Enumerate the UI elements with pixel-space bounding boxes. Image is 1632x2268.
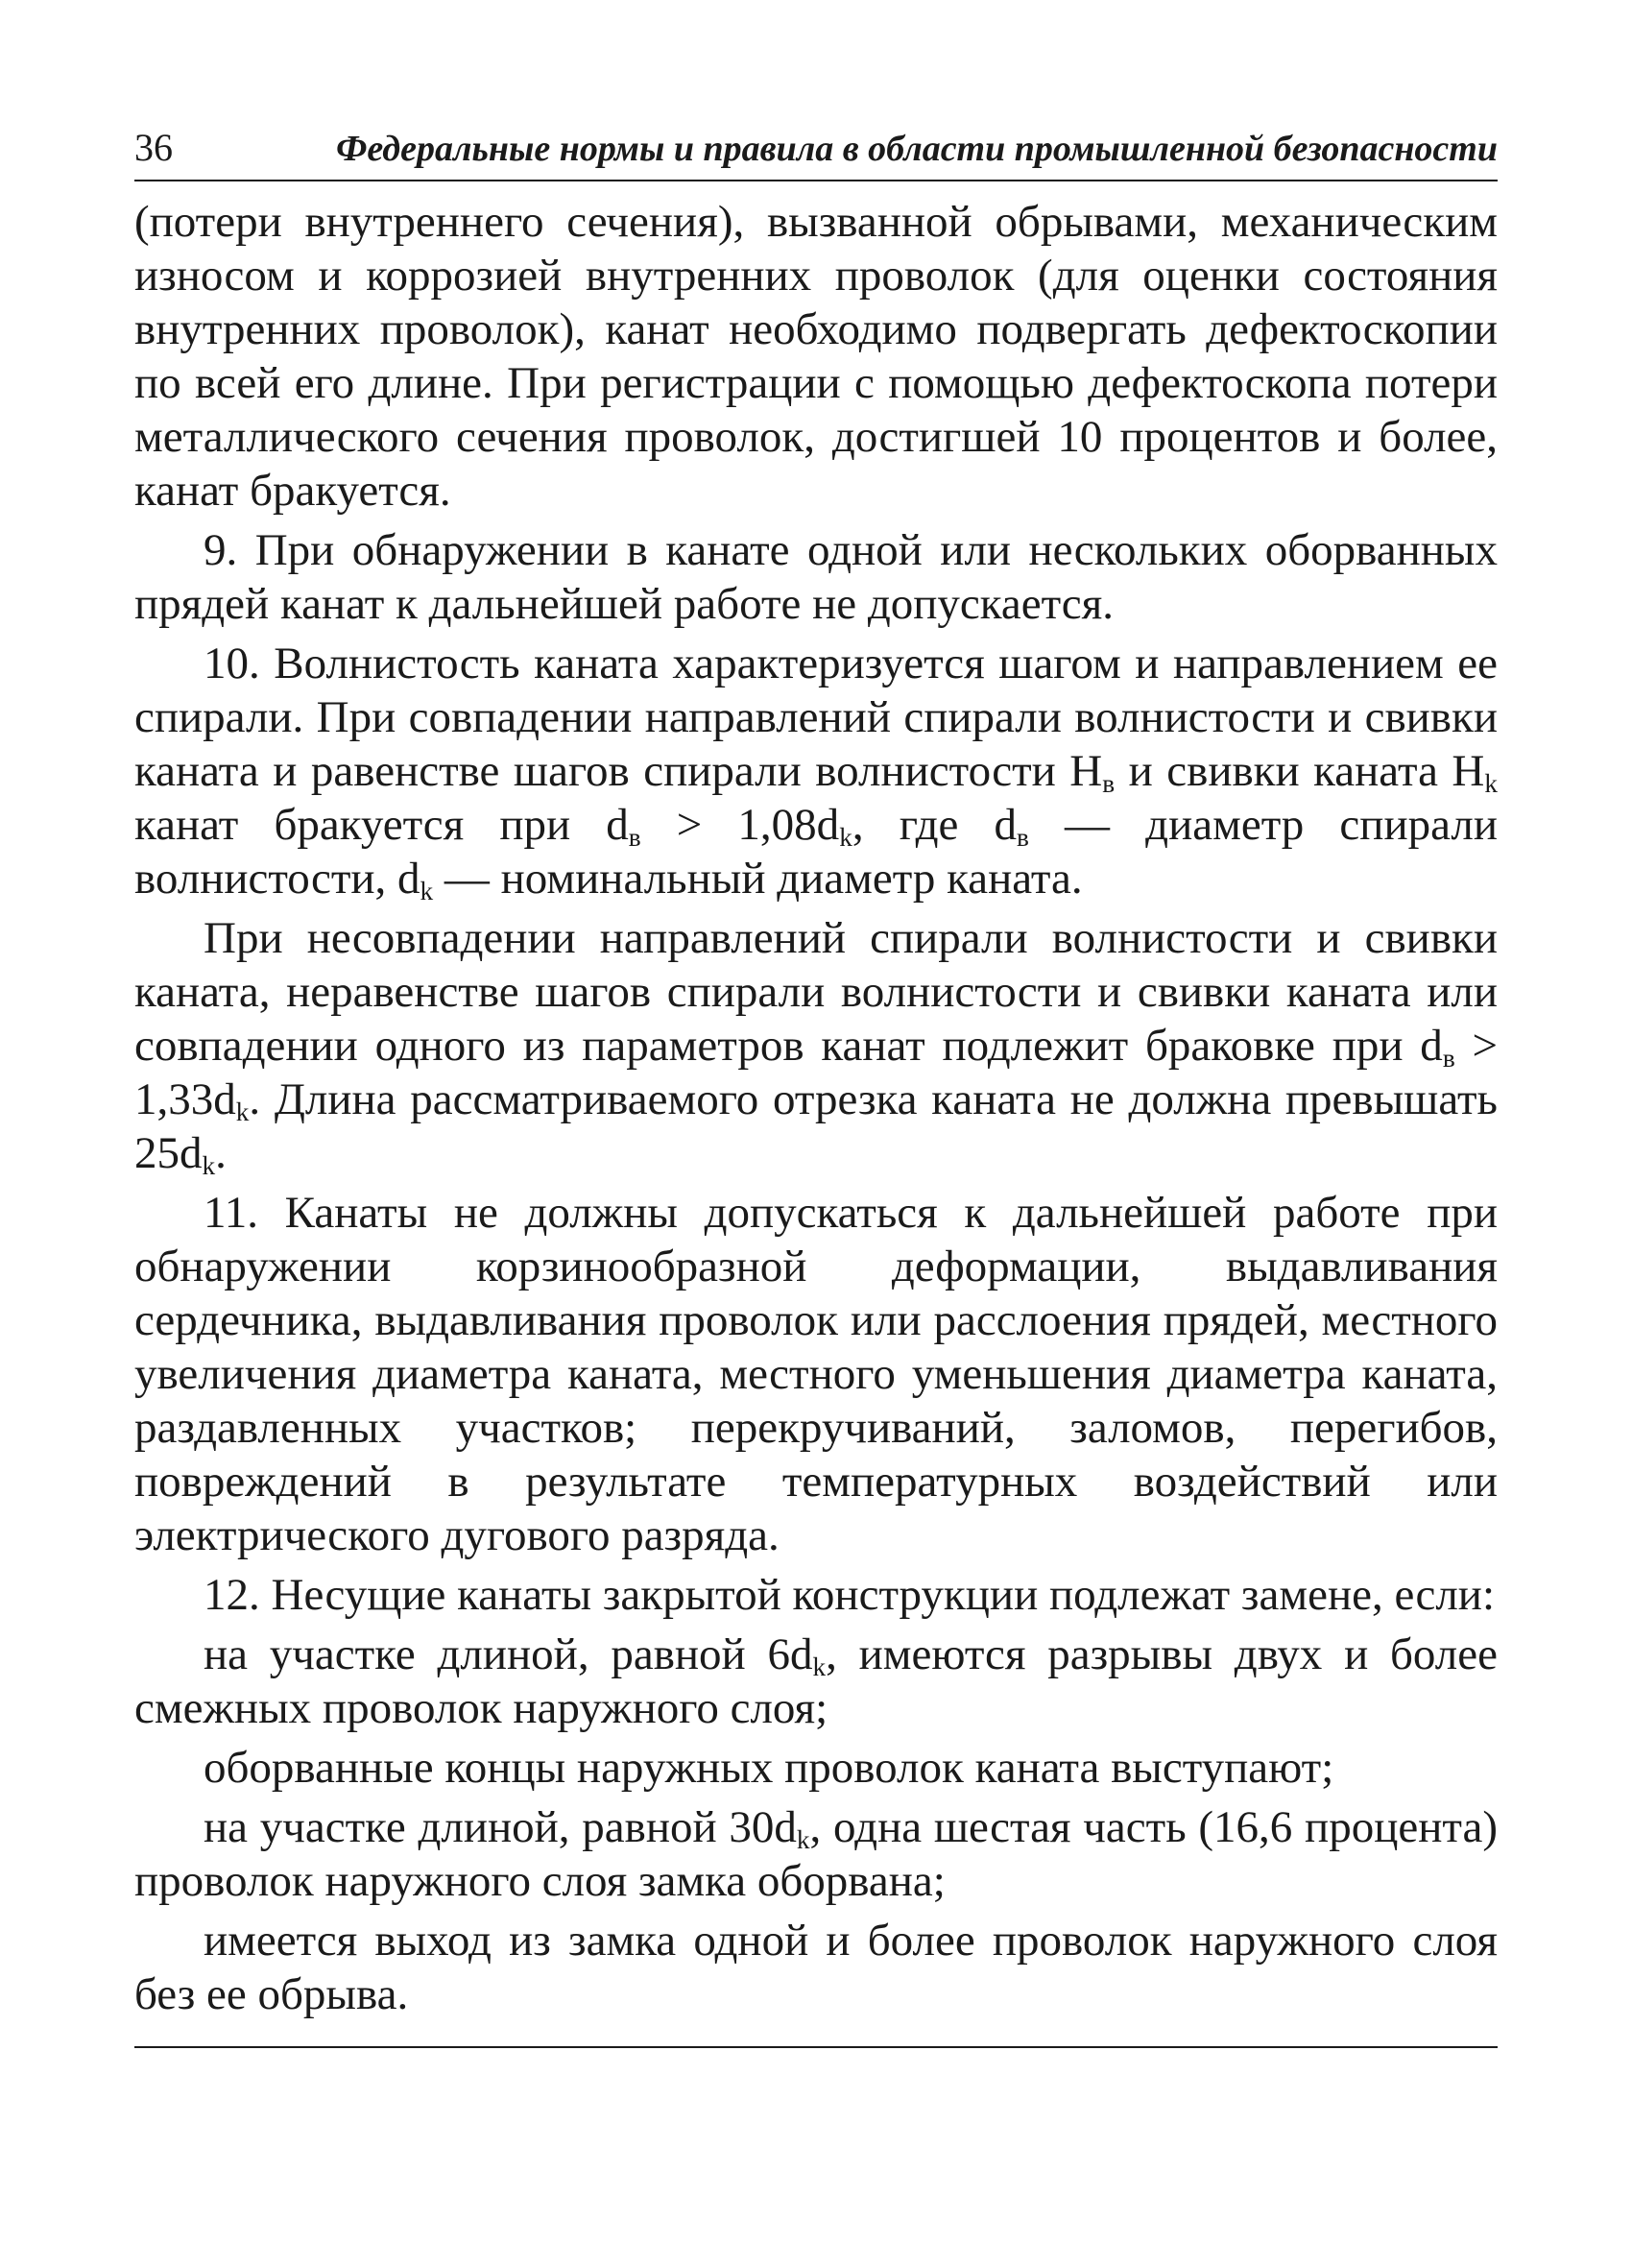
page-number: 36 [134,126,173,169]
text-run: на участке длиной, равной 30d [204,1802,797,1852]
paragraph [134,637,1498,905]
text-run: канат бракуется при d [134,800,629,850]
text-run: 12. Несущие канаты закрытой конструкции подлежат замене, если: [204,1570,1496,1620]
subscript: в [1442,1043,1455,1073]
footer-rule [134,2046,1498,2048]
text-run: — номинальный диаметр каната. [433,854,1083,904]
text-run: . Длина рассматриваемого отрезка каната не должна превышать 25d [134,1074,1498,1178]
subscript: k [1484,768,1498,798]
text-run: , одна шестая часть (16,6 процента) проволок наружного слоя замка оборвана; [134,1802,1498,1906]
paragraph [134,1186,1498,1562]
text-run: 10. Волнистость каната характеризуется шагом и направлением ее спирали. При совпадении направлений спирали волнистости и свивки каната и равенстве шагов спирали волнистости Н [134,639,1498,796]
paragraph [134,911,1498,1180]
paragraph [134,1741,1498,1795]
body-text [134,195,1498,2021]
document-page [134,125,1498,2048]
text-run: 11. Канаты не должны допускаться к дальнейшей работе при обнаружении корзинообразной деформации, выдавливания сердечника, выдавливания проволок или расслоения прядей, местного увеличения диаметра каната, местного уменьшения диаметра каната, раздавленных участков; перекручиваний, заломов, перегибов, повреждений в результате температурных воздействий или электрического дугового разряда. [134,1188,1498,1560]
text-run: 9. При обнаружении в канате одной или нескольких оборванных прядей канат к дальнейшей работе не допускается. [134,525,1498,629]
page-header [134,125,1498,181]
paragraph [134,1628,1498,1735]
text-run: > 1,08d [640,800,840,850]
paragraph [134,1568,1498,1622]
subscript: k [235,1097,250,1126]
subscript: в [1102,768,1116,798]
text-run: — диаметр спирали волнистости, d [134,800,1498,904]
text-run: , где d [852,800,1018,850]
subscript: k [420,876,434,905]
text-run: . [215,1128,227,1178]
text-run: и свивки каната Н [1115,746,1485,796]
subscript: k [202,1150,216,1180]
subscript: в [628,822,641,852]
text-run: оборванные концы наружных проволок каната выступают; [204,1743,1334,1793]
paragraph [134,1800,1498,1908]
text-run: (потери внутреннего сечения), вызванной обрывами, механическим износом и коррозией внутренних проволок (для оценки состояния внутренних проволок), канат необходимо подвергать дефектоскопии по всей его длине. При регистрации с помощью дефектоскопа потери металлического сечения проволок, достигшей 10 процентов и более, канат бракуется. [134,197,1498,516]
text-run: > 1,33d [134,1021,1498,1124]
text-run: , имеются разрывы двух и более смежных проволок наружного слоя; [134,1629,1498,1733]
subscript: в [1017,822,1029,852]
paragraph [134,1914,1498,2021]
subscript: k [839,822,852,852]
subscript: k [812,1652,827,1681]
text-run: При несовпадении направлений спирали волнистости и свивки каната, неравенстве шагов спирали волнистости и свивки каната или совпадении одного из параметров канат подлежит браковке при d [134,913,1498,1071]
text-run: имеется выход из замка одной и более проволок наружного слоя без ее обрыва. [134,1916,1498,2019]
paragraph [134,523,1498,631]
text-run: на участке длиной, равной 6d [204,1629,813,1679]
running-title: Федеральные нормы и правила в области промышленной безопасности [336,129,1498,169]
subscript: k [796,1824,810,1854]
paragraph [134,195,1498,518]
